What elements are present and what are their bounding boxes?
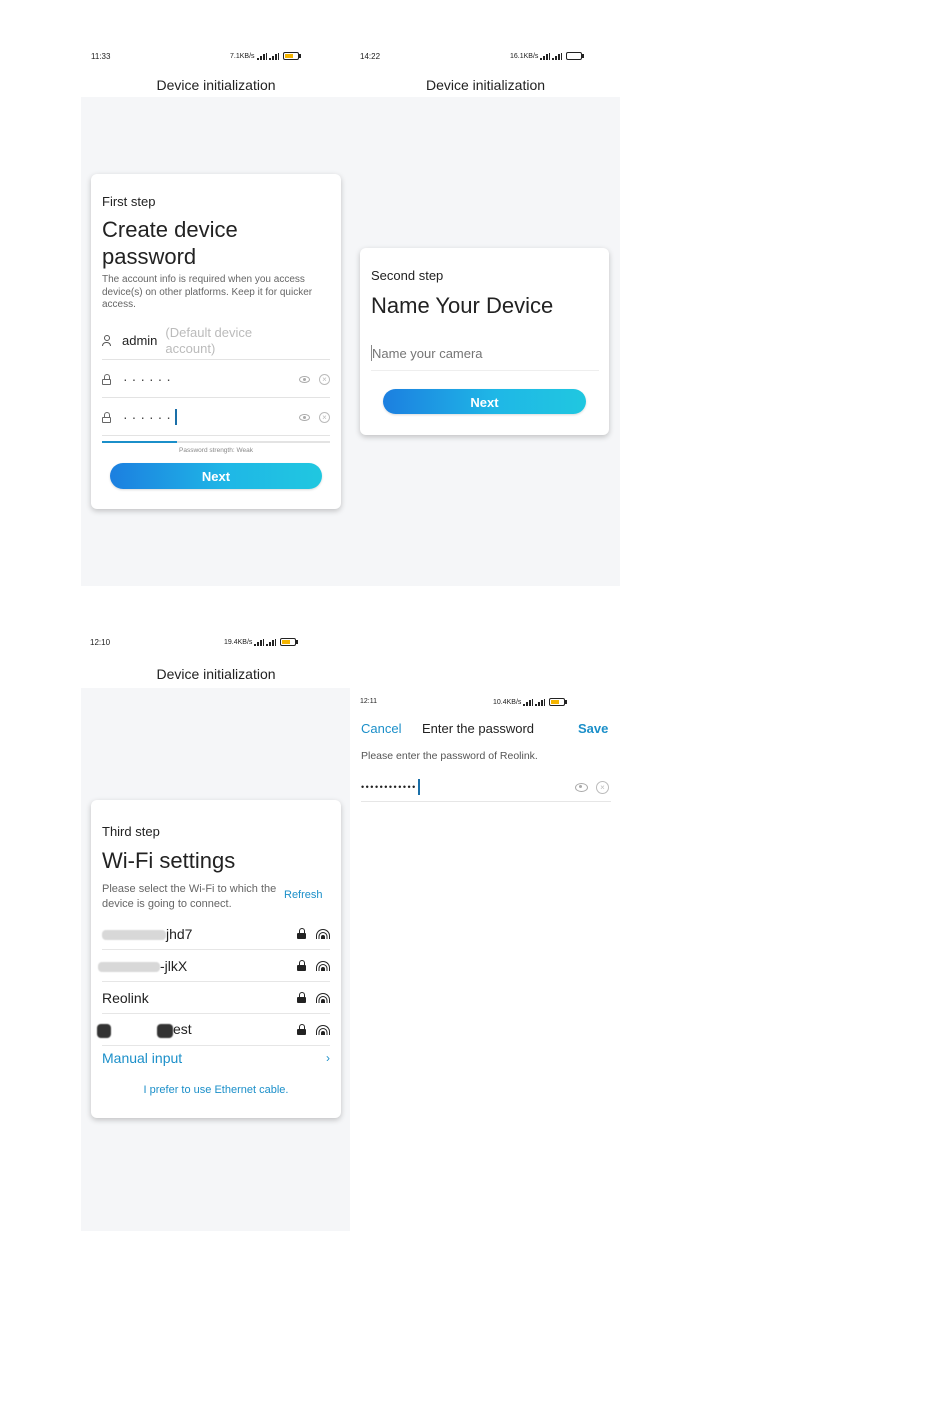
ethernet-link[interactable]: I prefer to use Ethernet cable.: [143, 1084, 289, 1096]
status-time: 12:11: [360, 698, 377, 705]
device-name-input[interactable]: [372, 346, 582, 361]
wifi-network-name: -jlkX: [102, 958, 297, 974]
text-cursor: [418, 779, 420, 795]
signal-icon: [254, 639, 264, 646]
wifi-password-mask[interactable]: ••••••••••••: [361, 782, 417, 792]
username-value: admin: [122, 333, 158, 348]
step-label: First step: [102, 194, 156, 209]
network-speed: 10.4KB/s: [493, 698, 522, 706]
strength-bar-fill: [102, 441, 177, 443]
lock-icon: [297, 928, 306, 939]
signal-icon: [257, 53, 267, 60]
next-button[interactable]: Next: [383, 389, 586, 414]
strength-bar-track: [102, 441, 330, 443]
person-icon: [102, 335, 111, 346]
wifi-password-field[interactable]: [361, 773, 611, 802]
battery-icon: [566, 52, 582, 60]
strength-label: Password strength: Weak: [179, 447, 253, 454]
device-name-field[interactable]: [371, 336, 599, 371]
lock-icon: [297, 960, 306, 971]
card-title: Name Your Device: [371, 293, 554, 318]
card-title: Create device password: [102, 217, 238, 269]
password-prompt: Please enter the password of Reolink.: [361, 750, 538, 762]
step-card: [91, 174, 341, 509]
lock-icon: [297, 1024, 306, 1035]
lock-icon: [297, 992, 306, 1003]
wifi-icon: [316, 993, 330, 1003]
network-speed: 19.4KB/s: [224, 638, 253, 646]
eye-icon[interactable]: [299, 414, 310, 421]
nav-title: Device initialization: [156, 666, 276, 682]
wifi-network-name: Reolink: [102, 989, 149, 1006]
clear-icon[interactable]: ×: [319, 374, 330, 385]
username-hint: (Default device account): [165, 324, 253, 356]
signal-icon: [535, 699, 545, 706]
step-label: Second step: [371, 268, 444, 283]
status-bar-right: [224, 638, 296, 646]
status-bar-right: [230, 52, 299, 60]
signal-icon: [540, 53, 550, 60]
wifi-network-item[interactable]: [102, 982, 330, 1014]
eye-icon[interactable]: [299, 376, 310, 383]
signal-icon: [552, 53, 562, 60]
status-time: 11:33: [91, 52, 111, 61]
username-field: [102, 322, 330, 360]
wifi-icon: [316, 1025, 330, 1035]
network-speed: 7.1KB/s: [230, 52, 255, 60]
text-cursor: [175, 409, 177, 425]
confirm-password-mask[interactable]: ······: [123, 409, 175, 425]
signal-icon: [269, 53, 279, 60]
nav-title: Device initialization: [156, 77, 276, 93]
confirm-password-field[interactable]: [102, 399, 330, 436]
wifi-list: [102, 918, 330, 1046]
signal-icon: [266, 639, 276, 646]
nav-title: Device initialization: [425, 77, 546, 93]
cancel-button[interactable]: Cancel: [361, 721, 402, 736]
wifi-network-item[interactable]: [102, 950, 330, 982]
status-bar-right: [493, 698, 565, 706]
next-button[interactable]: Next: [110, 463, 322, 489]
signal-icon: [523, 699, 533, 706]
wifi-network-name: jhd7: [102, 926, 297, 942]
clear-icon[interactable]: ×: [319, 412, 330, 423]
card-description: Please select the Wi-Fi to which the device is going to connect.: [102, 883, 277, 910]
clear-icon[interactable]: ×: [596, 781, 609, 794]
page-title: Enter the password: [422, 721, 535, 736]
battery-icon: [549, 698, 565, 706]
refresh-button[interactable]: Refresh: [284, 889, 323, 901]
step-label: Third step: [102, 824, 160, 839]
status-time: 14:22: [360, 52, 381, 61]
card-description: The account info is required when you access device(s) on other platforms. Keep it for quicker access.: [102, 274, 313, 310]
wifi-network-item[interactable]: [102, 918, 330, 950]
status-bar-right: [510, 52, 582, 60]
wifi-icon: [316, 929, 330, 939]
lock-icon: [102, 412, 111, 423]
wifi-icon: [316, 961, 330, 971]
wifi-network-name: est: [102, 1021, 297, 1037]
step-card: [360, 248, 609, 435]
manual-input-row[interactable]: [102, 1050, 330, 1066]
chevron-right-icon: ›: [326, 1051, 330, 1065]
network-speed: 16.1KB/s: [510, 52, 539, 60]
step-card: [91, 800, 341, 1118]
lock-icon: [102, 374, 111, 385]
card-title: Wi-Fi settings: [102, 848, 236, 873]
status-time: 12:10: [90, 638, 111, 647]
eye-icon[interactable]: [575, 783, 588, 792]
password-field[interactable]: [102, 361, 330, 398]
wifi-network-item[interactable]: [102, 1014, 330, 1046]
save-button[interactable]: Save: [578, 721, 609, 736]
manual-input-label[interactable]: Manual input: [102, 1050, 183, 1066]
password-mask[interactable]: ······: [123, 371, 175, 387]
battery-icon: [280, 638, 296, 646]
battery-icon: [283, 52, 299, 60]
